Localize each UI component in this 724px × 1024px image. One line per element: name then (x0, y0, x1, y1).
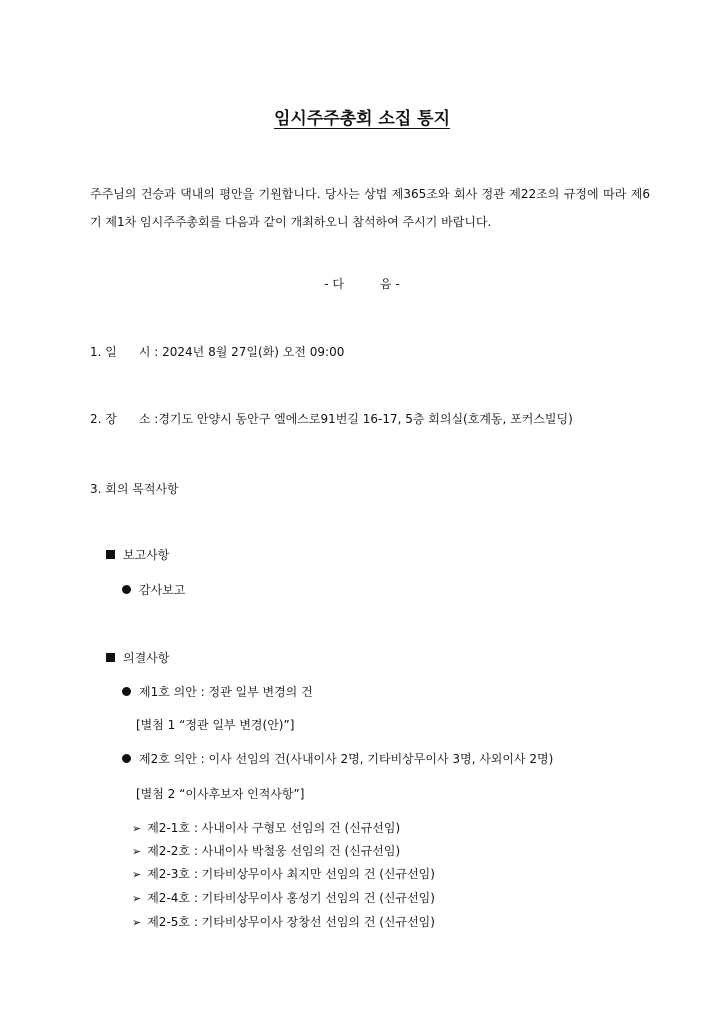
list-item: ➢ 제2-1호 : 사내이사 구형모 선임의 건 (신규선임) (132, 821, 401, 835)
circle-bullet-icon (122, 687, 131, 696)
document-title: 임시주주총회 소집 통지 (273, 109, 451, 129)
item-date: 1. 일 시 : 2024년 8월 27일(화) 오전 09:00 (90, 345, 345, 359)
attachment-2: [별첨 2 “이사후보자 인적사항”] (136, 787, 305, 801)
list-item: ➢ 제2-5호 : 기타비상무이사 장창선 선임의 건 (신규선임) (132, 915, 435, 929)
square-bullet-icon (106, 653, 115, 662)
intro-paragraph: 주주님의 건승과 댁내의 평안을 기원합니다. 당사는 상법 제365조와 회사 정관 제22조의 규정에 따라 제6기 제1차 임시주주총회를 다음과 같이 개최하오니 참석하여 주시기 바랍니다. (90, 187, 650, 229)
square-bullet-icon (106, 550, 115, 559)
report-item: 감사보고 (122, 582, 185, 598)
arrow-bullet-icon: ➢ (132, 892, 142, 905)
circle-bullet-icon (122, 754, 131, 763)
item-agenda: 3. 회의 목적사항 (90, 482, 179, 496)
attachment-1: [별첨 1 “정관 일부 변경(안)”] (136, 718, 295, 732)
list-item: ➢ 제2-2호 : 사내이사 박철웅 선임의 건 (신규선임) (132, 844, 401, 858)
agenda-1: 제1호 의안 : 정관 일부 변경의 건 (122, 684, 313, 700)
arrow-bullet-icon: ➢ (132, 822, 142, 835)
arrow-bullet-icon: ➢ (132, 916, 142, 929)
list-item: ➢ 제2-4호 : 기타비상무이사 홍성기 선임의 건 (신규선임) (132, 891, 435, 905)
item-place: 2. 장 소 :경기도 안양시 동안구 엘에스로91번길 16-17, 5층 회의실(호계동, 포커스빌딩) (90, 412, 573, 426)
arrow-bullet-icon: ➢ (132, 845, 142, 858)
circle-bullet-icon (122, 585, 131, 594)
list-item: ➢ 제2-3호 : 기타비상무이사 최지만 선임의 건 (신규선임) (132, 867, 435, 881)
dahm-divider: - 다 음 - (324, 277, 400, 291)
report-heading: 보고사항 (106, 547, 169, 563)
agenda-2: 제2호 의안 : 이사 선임의 건(사내이사 2명, 기타비상무이사 3명, 사외이사 2명) (122, 751, 553, 767)
arrow-bullet-icon: ➢ (132, 868, 142, 881)
resolution-heading: 의결사항 (106, 650, 169, 666)
